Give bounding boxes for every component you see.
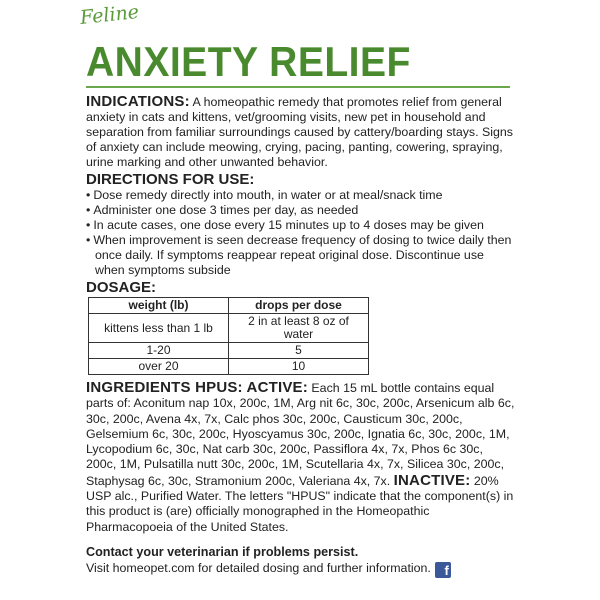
indications-section <box>86 94 516 170</box>
inactive-heading: INACTIVE: <box>393 471 471 489</box>
direction-item: • Dose remedy directly into mouth, in water or at meal/snack time <box>86 188 516 203</box>
directions-heading: DIRECTIONS FOR USE: <box>86 171 255 188</box>
drops-cell: 10 <box>229 359 369 375</box>
website-link[interactable]: homeopet.com <box>112 560 195 575</box>
ingredients-section <box>86 380 516 535</box>
drops-cell: 2 in at least 8 oz of water <box>229 314 369 343</box>
column-header-weight: weight (lb) <box>89 298 229 314</box>
table-row <box>89 359 369 375</box>
dosage-heading: DOSAGE: <box>86 279 157 296</box>
direction-item: • When improvement is seen decrease frequency of dosing to twice daily then once daily. If symptoms reappear repeat original dose. Discontinue use when symptoms subside <box>86 233 516 278</box>
ingredients-heading: INGREDIENTS HPUS: ACTIVE: <box>86 379 308 396</box>
weight-cell: over 20 <box>89 359 229 375</box>
contact-notice: Contact your veterinarian if problems persist. <box>86 544 359 559</box>
label-content <box>86 94 516 578</box>
direction-item: • Administer one dose 3 times per day, as needed <box>86 203 516 218</box>
ingredients-active-text: Each 15 mL bottle contains equal parts of: Aconitum nap 10x, 200c, 1M, Arg nit 6c, 30c, 200c, Arsenicum alb 6c, 30c, 200c, Avena 4x, 7x, Calc phos 30c, 200c, Causticum 30c, 200c, Gelsemium 6c, 30c, 200c, Hyoscyamus 30c, 200c, Ignatia 6c, 30c, 200c, 1M, Lycopodium 6c, 30c, Nat carb 30c, 200c, Passiflora 4x, 7x, Phos 6c 30c, 200c, 1M, Pulsatilla nutt 30c, 200c, 1M, Scutellaria 4x, 7x, Silicea 30c, 200c, Staphysag 6c, 30c, Stramonium 200c, Valeriana 4x, 7x. <box>86 381 515 488</box>
dosage-table <box>88 297 369 375</box>
table-row <box>89 314 369 343</box>
visit-line <box>86 561 516 578</box>
product-title: ANXIETY RELIEF <box>86 38 411 85</box>
weight-cell: kittens less than 1 lb <box>89 314 229 343</box>
ingredients-inactive-text: 20% USP alc., Purified Water. The letters "HPUS" indicate that the component(s) in this product is (are) officially monographed in the Homeopathic Pharmacopoeia of the United States. <box>86 473 514 534</box>
table-header-row <box>89 298 369 314</box>
directions-list <box>86 188 516 278</box>
direction-item: • In acute cases, one dose every 15 minutes up to 4 doses may be given <box>86 218 516 233</box>
weight-cell: 1-20 <box>89 343 229 359</box>
indications-text: A homeopathic remedy that promotes relief from general anxiety in cats and kittens, vet/grooming visits, new pet in household and separation from familiar surroundings caused by cattery/boarding stays. Signs of anxiety can include meowing, crying, pacing, panting, cowering, spraying, urine marking and other unwanted behavior. <box>86 95 513 169</box>
visit-prefix: Visit <box>86 560 113 575</box>
indications-heading: INDICATIONS: <box>86 93 190 110</box>
visit-suffix: for detailed dosing and further information. <box>194 560 431 575</box>
title-divider <box>86 86 510 88</box>
column-header-drops: drops per dose <box>229 298 369 314</box>
drops-cell: 5 <box>229 343 369 359</box>
facebook-icon[interactable]: f <box>435 562 451 578</box>
table-row <box>89 343 369 359</box>
brand-script: Feline <box>79 0 141 30</box>
